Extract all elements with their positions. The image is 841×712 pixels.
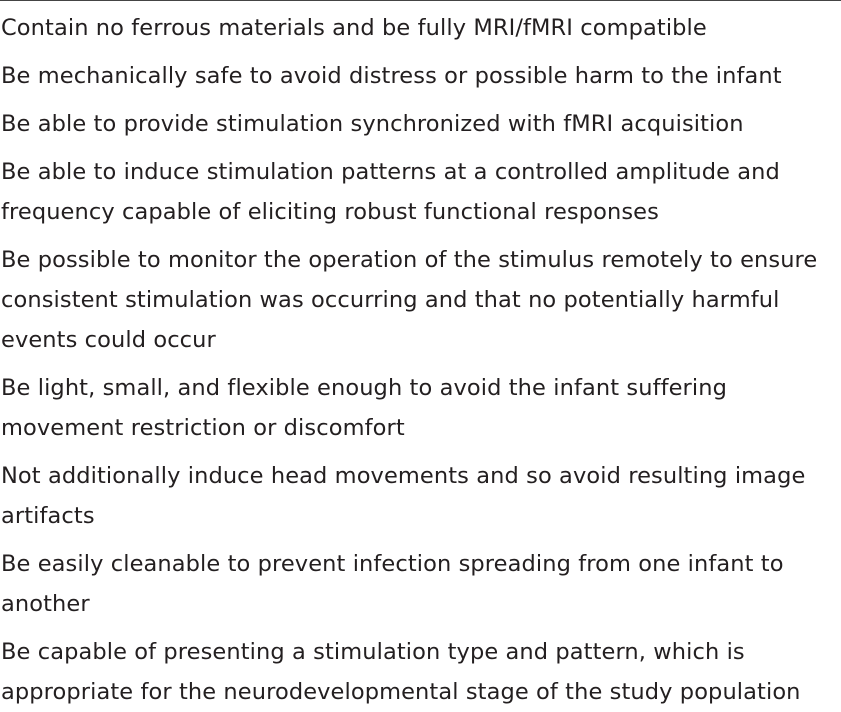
- requirement-text-line: movement restriction or discomfort: [1, 415, 405, 441]
- requirement-text-line: Be able to provide stimulation synchronized with fMRI acquisition: [1, 111, 744, 137]
- requirement-text-line: artifacts: [1, 503, 95, 529]
- requirement-text-line: Be easily cleanable to prevent infection spreading from one infant to: [1, 551, 784, 577]
- requirements-list: [0, 8, 841, 712]
- requirement-text-line: Contain no ferrous materials and be fully MRI/fMRI compatible: [1, 15, 707, 41]
- requirement-item: [0, 8, 841, 48]
- requirement-text-line: Be possible to monitor the operation of the stimulus remotely to ensure: [1, 247, 818, 273]
- requirement-item: [0, 368, 841, 448]
- requirement-text-line: Be mechanically safe to avoid distress or possible harm to the infant: [1, 63, 782, 89]
- requirement-text-line: appropriate for the neurodevelopmental stage of the study population: [1, 679, 801, 705]
- requirement-text-line: events could occur: [1, 327, 216, 353]
- requirement-text-line: another: [1, 591, 90, 617]
- requirement-item: [0, 544, 841, 624]
- requirement-item: [0, 240, 841, 360]
- requirement-text-line: Not additionally induce head movements and so avoid resulting image: [1, 463, 806, 489]
- requirement-item: [0, 56, 841, 96]
- requirement-item: [0, 456, 841, 536]
- top-rule: [0, 0, 841, 1]
- requirement-text-line: Be light, small, and flexible enough to avoid the infant suffering: [1, 375, 727, 401]
- requirement-item: [0, 104, 841, 144]
- requirement-item: [0, 632, 841, 712]
- requirement-text-line: frequency capable of eliciting robust functional responses: [1, 199, 659, 225]
- requirement-text-line: Be capable of presenting a stimulation type and pattern, which is: [1, 639, 745, 665]
- requirement-item: [0, 152, 841, 232]
- requirement-text-line: Be able to induce stimulation patterns at a controlled amplitude and: [1, 159, 780, 185]
- requirement-text-line: consistent stimulation was occurring and that no potentially harmful: [1, 287, 780, 313]
